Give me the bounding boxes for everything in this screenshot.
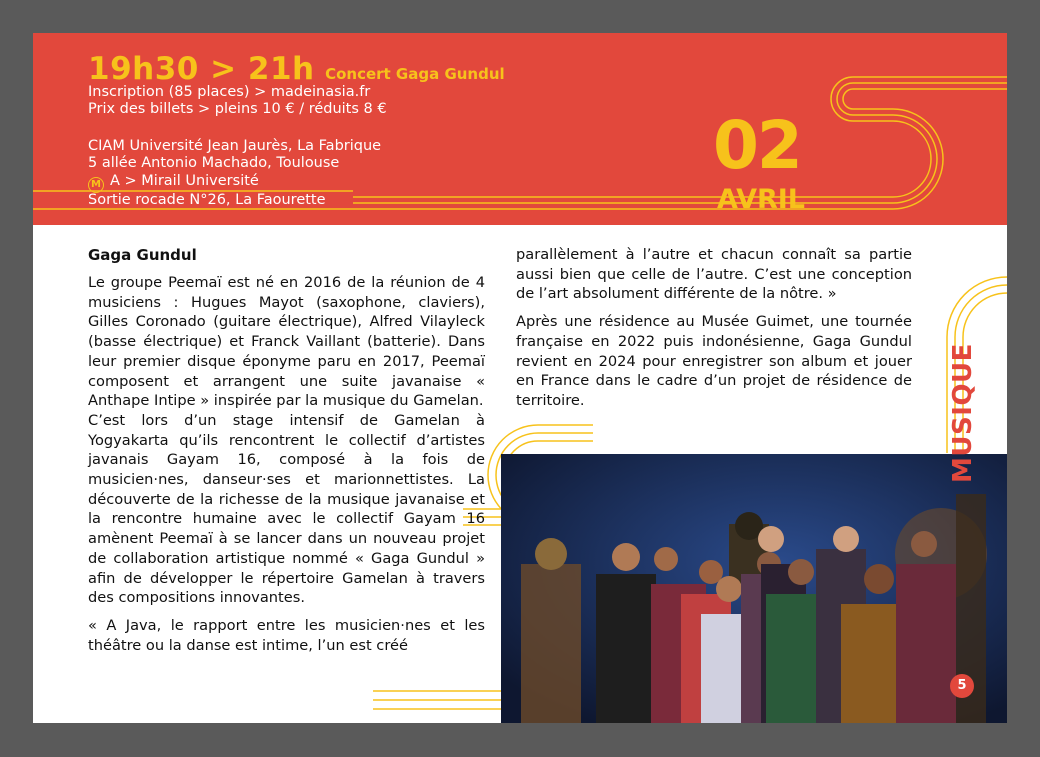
band-photo-image xyxy=(501,454,1007,723)
event-time-row xyxy=(88,51,505,87)
date-month: AVRIL xyxy=(717,184,806,215)
event-time: 19h30 > 21h xyxy=(88,51,315,87)
article-paragraph-4: Après une résidence au Musée Guimet, une tournée française en 2022 puis indonésienne, Gaga Gundul revient en 2024 pour enregistrer son album et jouer en France dans le cadre d’un projet de résidence de territoire. xyxy=(516,313,912,409)
article-paragraph-1: Le groupe Peemaï est né en 2016 de la réunion de 4 musiciens : Hugues Mayot (saxophone, claviers), Gilles Coronado (guitare électrique), Alfred Vilayleck (basse électrique) et Franck Vaillant (batterie). Dans leur premier disque éponyme paru en 2017, Peemaï composent et arrangent une suite javanaise « Anthape Intipe » inspirée par la musique du Gamelan. xyxy=(88,274,485,410)
event-title: Concert Gaga Gundul xyxy=(325,65,505,83)
article-paragraph-3-start: « A Java, le rapport entre les musicien·nes et les théâtre ou la danse est intime, l’un est créé xyxy=(88,616,485,654)
article-paragraph-2: C’est lors d’un stage intensif de Gamelan à Yogyakarta qu’ils rencontrent le collectif d’artistes javanais Gayam 16, composé à la fois de musicien·nes, danseur·ses et marionnettistes. La découverte de la richesse de la musique javanaise et la rencontre humaine avec le collectif Gayam 16 amènent Peemaï à se lancer dans un nouveau projet de collaboration artistique nommé « Gaga Gundul » afin de développer le répertoire Gamelan à travers des compositions innovantes. xyxy=(88,411,485,607)
registration-info: Inscription (85 places) > madeinasia.fr xyxy=(88,84,371,100)
article-paragraph-3-end: parallèlement à l’autre et chacun connaît sa partie aussi bien que celle de l’autre. C’est une conception de l’art absolument différente de la nôtre. » xyxy=(516,246,912,303)
metro-line: A > Mirail Université xyxy=(110,173,259,189)
article-right-column xyxy=(516,245,912,411)
exit-info: Sortie rocade N°26, La Faourette xyxy=(88,192,326,208)
price-info: Prix des billets > pleins 10 € / réduits 8 € xyxy=(88,101,387,117)
section-label-text: MUSIQUE xyxy=(948,343,978,483)
venue-name: CIAM Université Jean Jaurès, La Fabrique xyxy=(88,138,382,154)
page-number: 5 xyxy=(950,674,974,698)
band-photo xyxy=(501,454,1007,723)
brochure-page xyxy=(33,33,1007,723)
event-header xyxy=(33,33,1007,225)
metro-icon: M xyxy=(88,177,104,193)
venue-address: 5 allée Antonio Machado, Toulouse xyxy=(88,155,340,171)
article-left-column xyxy=(88,245,485,655)
date-day: 02 xyxy=(713,107,801,184)
metro-info xyxy=(88,173,259,193)
article-heading: Gaga Gundul xyxy=(88,246,197,264)
section-label xyxy=(943,333,983,493)
